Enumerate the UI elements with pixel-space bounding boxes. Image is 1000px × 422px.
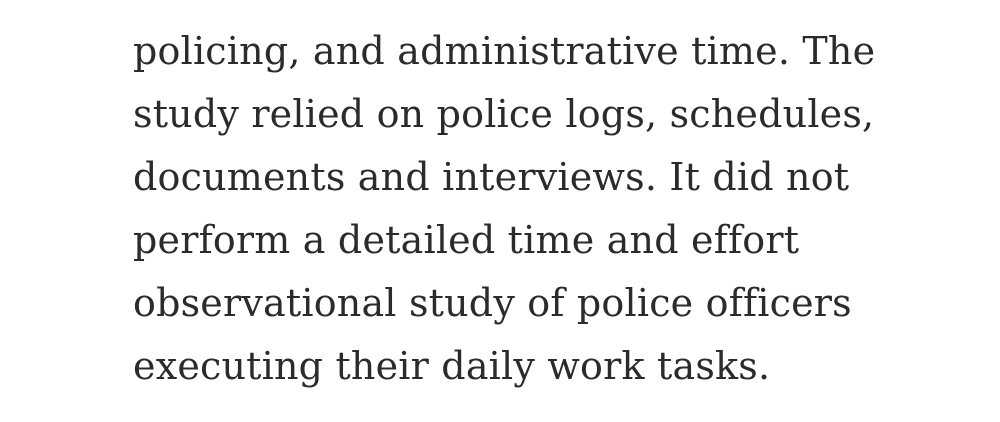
paragraph-line-1: policing, and administrative time. The bbox=[133, 29, 876, 73]
paragraph-line-4: perform a detailed time and effort bbox=[133, 218, 800, 262]
article-paragraph bbox=[133, 20, 973, 398]
paragraph-line-5: observational study of police officers bbox=[133, 281, 852, 325]
paragraph-line-6: executing their daily work tasks. bbox=[133, 344, 771, 388]
paragraph-line-3: documents and interviews. It did not bbox=[133, 155, 850, 199]
paragraph-line-2: study relied on police logs, schedules, bbox=[133, 92, 875, 136]
